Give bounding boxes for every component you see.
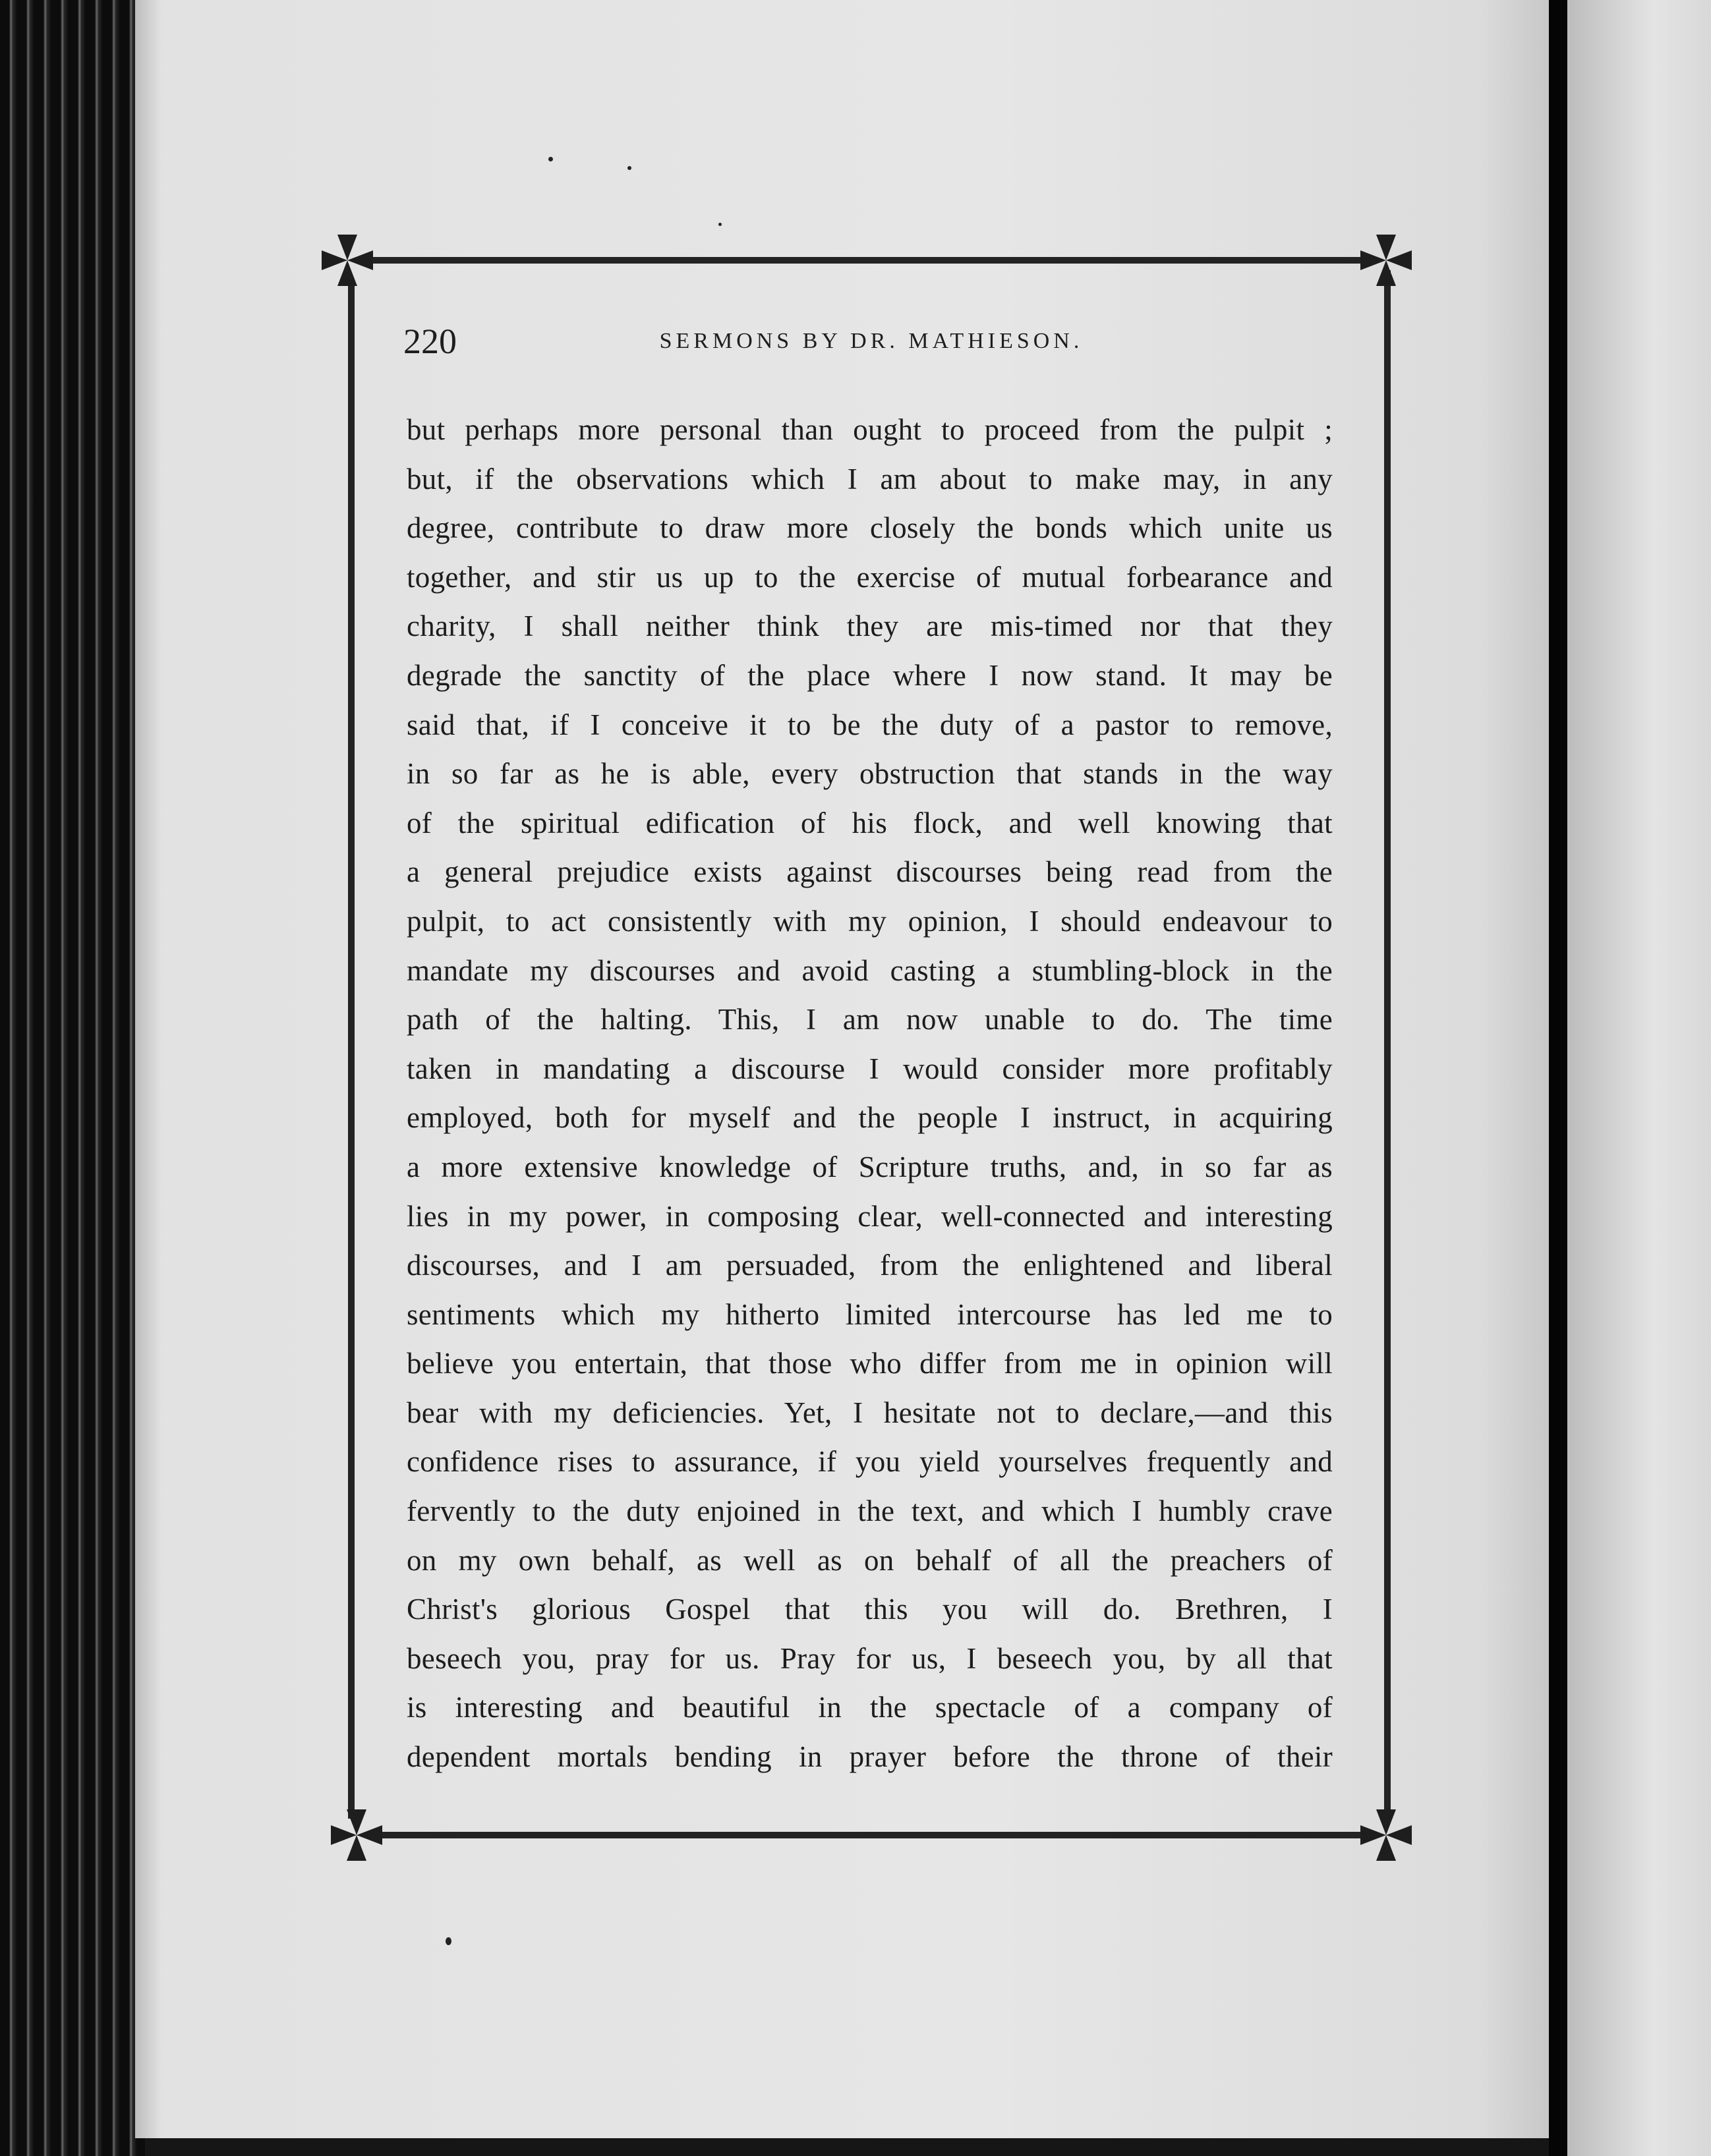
book-page-edges: [0, 0, 145, 2156]
text-line: degrade the sanctity of the place where I now stand. It may be: [407, 658, 1333, 692]
frame-top-rule: [369, 257, 1371, 264]
frame-right-rule: [1384, 270, 1391, 1819]
text-line: degree, contribute to draw more closely the bonds which unite us: [407, 511, 1333, 545]
maltese-cross-icon: [1358, 232, 1414, 289]
text-line: fervently to the duty enjoined in the text, and which I humbly crave: [407, 1494, 1333, 1528]
maltese-cross-icon: [1358, 1807, 1414, 1863]
text-line: lies in my power, in composing clear, well-connected and interesting: [407, 1199, 1333, 1233]
text-line: employed, both for myself and the people I instruct, in acquiring: [407, 1101, 1333, 1135]
scan-speck: [718, 223, 722, 226]
maltese-cross-icon: [328, 1807, 385, 1863]
text-line: believe you entertain, that those who differ from me in opinion will: [407, 1347, 1333, 1380]
facing-page-edge: [1567, 0, 1711, 2156]
page-gutter: [1549, 0, 1567, 2156]
text-line: a more extensive knowledge of Scripture truths, and, in so far as: [407, 1150, 1333, 1183]
text-line: a general prejudice exists against discourses being read from the: [407, 855, 1333, 889]
text-line: sentiments which my hitherto limited intercourse has led me to: [407, 1297, 1333, 1331]
page-header: [403, 315, 1339, 368]
page-number: 220: [403, 322, 457, 361]
frame-bottom-rule: [369, 1832, 1371, 1838]
scan-speck: [446, 1937, 451, 1945]
text-line: said that, if I conceive it to be the duty of a pastor to remove,: [407, 708, 1333, 741]
text-line: bear with my deficiencies. Yet, I hesitate not to declare,—and this: [407, 1396, 1333, 1429]
scan-speck: [548, 157, 553, 161]
text-line: Christ's glorious Gospel that this you will do. Brethren, I: [407, 1593, 1333, 1626]
text-line: path of the halting. This, I am now unable to do. The time: [407, 1003, 1333, 1036]
text-line: but perhaps more personal than ought to proceed from the pulpit ;: [407, 413, 1333, 446]
text-line: together, and stir us up to the exercise of mutual forbearance and: [407, 560, 1333, 594]
text-line: confidence rises to assurance, if you yield yourselves frequently and: [407, 1445, 1333, 1479]
frame-left-rule: [348, 283, 355, 1819]
scan-speck: [627, 166, 631, 170]
text-line: pulpit, to act consistently with my opinion, I should endeavour to: [407, 904, 1333, 938]
text-line: is interesting and beautiful in the spectacle of a company of: [407, 1691, 1333, 1724]
text-line: in so far as he is able, every obstruction that stands in the way: [407, 757, 1333, 791]
text-line: dependent mortals bending in prayer before the throne of their: [407, 1740, 1333, 1774]
text-line: discourses, and I am persuaded, from the enlightened and liberal: [407, 1249, 1333, 1282]
body-text: [407, 405, 1333, 1782]
text-line: taken in mandating a discourse I would consider more profitably: [407, 1052, 1333, 1085]
text-line: beseech you, pray for us. Pray for us, I beseech you, by all that: [407, 1641, 1333, 1675]
text-line: on my own behalf, as well as on behalf of all the preachers of: [407, 1543, 1333, 1577]
text-line: of the spiritual edification of his flock, and well knowing that: [407, 806, 1333, 839]
maltese-cross-icon: [319, 232, 376, 289]
running-head: SERMONS BY DR. MATHIESON.: [659, 329, 1084, 353]
text-line: charity, I shall neither think they are mis-timed nor that they: [407, 610, 1333, 643]
text-line: but, if the observations which I am about to make may, in any: [407, 462, 1333, 496]
text-line: mandate my discourses and avoid casting a stumbling-block in the: [407, 953, 1333, 987]
